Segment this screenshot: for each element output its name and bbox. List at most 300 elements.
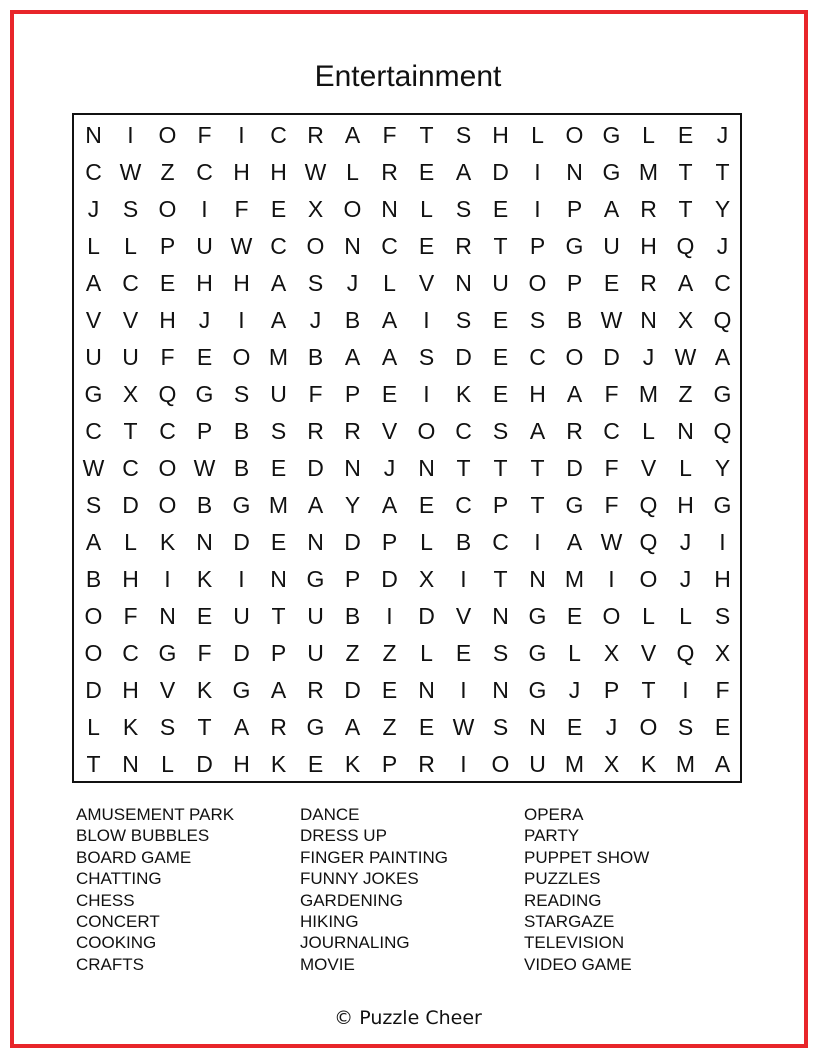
grid-letter: D [455,344,472,370]
grid-letter: O [417,418,436,444]
grid-letter: C [196,159,213,185]
grid-letter: C [270,233,287,259]
grid-letter: T [715,159,730,185]
grid-letter: M [268,492,289,518]
grid-letter: T [493,566,508,592]
grid-letter: B [85,566,102,592]
grid-letter: I [460,677,467,703]
grid-letter: T [86,751,101,777]
grid-letter: B [196,492,213,518]
grid-letter: N [270,566,287,592]
grid-letter: L [642,122,655,148]
grid-letter: R [307,122,324,148]
grid-letter: G [306,714,325,740]
grid-letter: R [455,233,472,259]
grid-letter: V [122,307,139,333]
grid-letter: H [714,566,731,592]
grid-letter: S [492,714,509,740]
grid-letter: M [675,751,696,777]
grid-letter: U [603,233,620,259]
grid-letter: U [270,381,287,407]
grid-letter: N [344,233,361,259]
word-list-item: AMUSEMENT PARK [76,805,235,824]
grid-letter: N [677,418,694,444]
grid-letter: L [531,122,544,148]
grid-letter: N [529,566,546,592]
grid-letter: W [230,233,253,259]
grid-letter: O [639,566,658,592]
grid-letter: V [159,677,176,703]
grid-letter: L [642,603,655,629]
grid-letter: I [238,122,245,148]
grid-letter: J [309,307,322,333]
grid-letter: Q [713,307,732,333]
word-list-item: DANCE [300,805,360,824]
grid-letter: C [714,270,731,296]
grid-letter: Q [676,233,695,259]
word-list-item: PUPPET SHOW [524,847,650,867]
grid-letter: U [233,603,250,629]
grid-letter: O [639,714,658,740]
grid-letter: E [418,233,435,259]
grid-letter: A [344,122,361,148]
grid-letter: B [307,344,324,370]
grid-letter: T [493,455,508,481]
grid-letter: V [455,603,472,629]
grid-letter: Y [714,196,731,222]
grid-letter: C [159,418,176,444]
grid-letter: C [492,529,509,555]
grid-letter: A [344,714,361,740]
grid-letter: W [304,159,327,185]
grid-letter: Q [713,418,732,444]
grid-letter: F [197,640,212,666]
grid-letter: F [160,344,175,370]
grid-letter: J [605,714,618,740]
word-list-item: OPERA [524,805,584,824]
grid-letter: T [678,196,693,222]
grid-letter: I [127,122,134,148]
grid-letter: J [383,455,396,481]
grid-letter: X [418,566,435,592]
grid-letter: M [564,751,585,777]
grid-letter: H [122,677,139,703]
grid-letter: I [238,566,245,592]
word-list-item: TELEVISION [524,933,625,953]
grid-letter: D [196,751,213,777]
grid-letter: G [306,566,325,592]
grid-letter: Z [382,714,397,740]
grid-letter: D [85,677,102,703]
word-list-item: CONCERT [76,912,160,932]
grid-letter: X [714,640,731,666]
grid-letter: P [159,233,176,259]
grid-letter: D [233,640,250,666]
grid-letter: S [492,640,509,666]
grid-letter: K [159,529,176,555]
grid-letter: C [455,418,472,444]
grid-letter: W [119,159,142,185]
grid-letter: O [343,196,362,222]
grid-letter: E [270,196,287,222]
grid-letter: F [604,381,619,407]
grid-letter: D [418,603,435,629]
grid-letter: R [307,677,324,703]
grid-letter: P [492,492,509,518]
grid-letter: H [677,492,694,518]
grid-letter: O [158,455,177,481]
grid-letter: F [604,455,619,481]
grid-letter: N [159,603,176,629]
grid-letter: D [233,529,250,555]
grid-letter: E [196,344,213,370]
grid-letter: B [455,529,472,555]
grid-letter: J [716,122,729,148]
grid-letter: E [270,455,287,481]
grid-letter: H [196,270,213,296]
puzzle-title: Entertainment [314,60,502,93]
grid-letter: R [307,418,324,444]
word-list-item: CHESS [76,890,135,910]
grid-letter: A [381,492,398,518]
grid-letter: E [270,529,287,555]
grid-letter: H [640,233,657,259]
grid-letter: A [270,677,287,703]
letter-grid [72,113,742,783]
grid-letter: N [85,122,102,148]
grid-letter: B [344,307,361,333]
grid-letter: F [604,492,619,518]
grid-letter: U [122,344,139,370]
grid-letter: F [308,381,323,407]
grid-letter: M [268,344,289,370]
word-list-item: PUZZLES [524,869,601,889]
grid-letter: R [381,159,398,185]
grid-letter: S [455,307,472,333]
grid-letter: N [418,455,435,481]
grid-letter: A [603,196,620,222]
grid-letter: D [307,455,324,481]
grid-letter: C [529,344,546,370]
grid-letter: B [233,455,250,481]
grid-letter: E [418,159,435,185]
grid-letter: A [233,714,250,740]
grid-letter: M [638,159,659,185]
grid-letter: L [679,603,692,629]
grid-letter: V [85,307,102,333]
grid-letter: A [529,418,546,444]
grid-letter: L [161,751,174,777]
grid-letter: T [271,603,286,629]
grid-letter: N [492,603,509,629]
word-list-item: CRAFTS [76,954,144,974]
grid-letter: H [122,566,139,592]
grid-letter: I [423,381,430,407]
grid-letter: W [452,714,475,740]
grid-letter: A [381,307,398,333]
grid-letter: C [85,159,102,185]
grid-letter: S [455,196,472,222]
grid-letter: E [196,603,213,629]
grid-letter: O [491,751,510,777]
word-list-item: CHATTING [76,869,162,889]
grid-letter: R [566,418,583,444]
grid-letter: R [270,714,287,740]
word-list-item: FINGER PAINTING [300,847,448,867]
grid-letter: G [158,640,177,666]
grid-letter: W [82,455,105,481]
grid-letter: E [307,751,324,777]
grid-letter: D [603,344,620,370]
grid-letter: E [566,714,583,740]
word-list-item: HIKING [300,912,359,932]
grid-letter: T [123,418,138,444]
grid-letter: E [714,714,731,740]
grid-letter: I [460,751,467,777]
grid-letter: A [307,492,324,518]
grid-letter: N [381,196,398,222]
grid-letter: H [159,307,176,333]
grid-letter: G [528,677,547,703]
grid-letter: L [642,418,655,444]
grid-letter: A [85,270,102,296]
grid-letter: S [159,714,176,740]
grid-letter: A [381,344,398,370]
grid-letter: P [381,529,398,555]
grid-letter: L [420,529,433,555]
grid-letter: N [492,677,509,703]
grid-letter: A [455,159,472,185]
grid-letter: R [344,418,361,444]
grid-letter: S [677,714,694,740]
grid-letter: A [270,270,287,296]
grid-letter: N [529,714,546,740]
grid-letter: K [122,714,139,740]
grid-letter: D [344,529,361,555]
grid-letter: Q [158,381,177,407]
grid-letter: F [234,196,249,222]
grid-letter: G [195,381,214,407]
grid-letter: O [528,270,547,296]
grid-letter: O [565,344,584,370]
grid-letter: D [344,677,361,703]
grid-letter: L [124,529,137,555]
grid-letter: I [682,677,689,703]
grid-letter: R [418,751,435,777]
grid-letter: V [640,640,657,666]
word-list-item: MOVIE [300,954,355,974]
word-list-column-2 [300,804,515,975]
grid-letter: T [456,455,471,481]
grid-letter: K [640,751,657,777]
grid-letter: L [346,159,359,185]
grid-letter: F [382,122,397,148]
grid-letter: H [233,159,250,185]
grid-letter: C [381,233,398,259]
grid-letter: A [714,344,731,370]
grid-letter: P [270,640,287,666]
grid-letter: G [602,122,621,148]
grid-letter: E [418,492,435,518]
grid-letter: G [232,492,251,518]
grid-letter: U [529,751,546,777]
grid-letter: O [84,603,103,629]
grid-letter: I [534,196,541,222]
grid-letter: M [638,381,659,407]
grid-letter: N [418,677,435,703]
grid-letter: B [566,307,583,333]
grid-letter: I [164,566,171,592]
grid-letter: D [492,159,509,185]
grid-letter: L [124,233,137,259]
grid-letter: N [196,529,213,555]
grid-letter: S [122,196,139,222]
grid-letter: U [85,344,102,370]
grid-letter: G [528,603,547,629]
word-list-item: BLOW BUBBLES [76,826,210,846]
grid-letter: O [158,122,177,148]
grid-letter: O [232,344,251,370]
grid-letter: G [565,233,584,259]
grid-letter: I [238,307,245,333]
word-list-item: BOARD GAME [76,847,192,867]
grid-letter: S [455,122,472,148]
grid-letter: G [565,492,584,518]
word-list-item: GARDENING [300,890,403,910]
grid-letter: J [679,529,692,555]
grid-letter: E [492,196,509,222]
grid-letter: E [455,640,472,666]
grid-letter: U [492,270,509,296]
grid-letter: O [602,603,621,629]
grid-letter: S [714,603,731,629]
word-list-item: PARTY [524,826,580,846]
grid-letter: T [493,233,508,259]
word-list-column-3 [524,804,739,975]
grid-letter: C [455,492,472,518]
grid-letter: P [603,677,620,703]
grid-letter: L [679,455,692,481]
grid-letter: J [679,566,692,592]
grid-letter: B [233,418,250,444]
grid-letter: G [232,677,251,703]
grid-letter: P [566,196,583,222]
grid-letter: V [640,455,657,481]
grid-letter: J [346,270,359,296]
grid-letter: H [492,122,509,148]
grid-letter: N [566,159,583,185]
grid-letter: S [85,492,102,518]
grid-letter: P [566,270,583,296]
grid-letter: V [381,418,398,444]
grid-letter: A [270,307,287,333]
grid-letter: X [603,640,620,666]
grid-letter: Z [382,640,397,666]
grid-letter: P [381,751,398,777]
grid-letter: K [196,677,213,703]
grid-letter: P [529,233,546,259]
grid-letter: E [381,381,398,407]
grid-letter: I [460,566,467,592]
grid-letter: T [678,159,693,185]
grid-letter: A [85,529,102,555]
grid-letter: N [455,270,472,296]
grid-letter: E [492,307,509,333]
word-list-item: COOKING [76,933,157,953]
grid-letter: I [534,529,541,555]
word-list-item: STARGAZE [524,912,615,932]
grid-letter: E [381,677,398,703]
grid-letter: L [420,196,433,222]
grid-letter: L [87,714,100,740]
grid-letter: C [122,640,139,666]
grid-letter: F [197,122,212,148]
grid-letter: A [714,751,731,777]
grid-letter: G [713,492,732,518]
grid-letter: I [719,529,726,555]
grid-letter: I [534,159,541,185]
grid-letter: E [566,603,583,629]
grid-letter: G [528,640,547,666]
grid-letter: M [564,566,585,592]
grid-letter: B [344,603,361,629]
grid-letter: N [640,307,657,333]
grid-letter: O [306,233,325,259]
grid-letter: X [307,196,324,222]
grid-letter: U [307,603,324,629]
grid-letter: K [344,751,361,777]
grid-letter: X [603,751,620,777]
grid-letter: T [530,455,545,481]
grid-letter: N [122,751,139,777]
grid-letter: H [529,381,546,407]
grid-letter: V [418,270,435,296]
grid-letter: K [196,566,213,592]
grid-letter: K [270,751,287,777]
grid-letter: S [270,418,287,444]
grid-letter: L [420,640,433,666]
grid-letter: J [87,196,100,222]
grid-letter: X [677,307,694,333]
grid-letter: T [641,677,656,703]
grid-letter: O [158,196,177,222]
grid-letter: G [84,381,103,407]
grid-letter: T [197,714,212,740]
grid-letter: I [608,566,615,592]
grid-letter: L [568,640,581,666]
grid-letter: I [386,603,393,629]
grid-letter: F [715,677,730,703]
grid-letter: J [716,233,729,259]
word-list-item: READING [524,890,602,910]
grid-letter: C [122,455,139,481]
grid-letter: C [603,418,620,444]
grid-letter: N [344,455,361,481]
grid-letter: R [640,270,657,296]
grid-letter: P [344,381,361,407]
grid-letter: S [529,307,546,333]
grid-letter: W [600,529,623,555]
grid-letter: T [530,492,545,518]
grid-letter: D [122,492,139,518]
grid-letter: K [455,381,472,407]
grid-letter: O [565,122,584,148]
grid-letter: C [122,270,139,296]
grid-letter: E [159,270,176,296]
grid-letter: W [193,455,216,481]
grid-letter: N [307,529,324,555]
grid-letter: Y [344,492,361,518]
